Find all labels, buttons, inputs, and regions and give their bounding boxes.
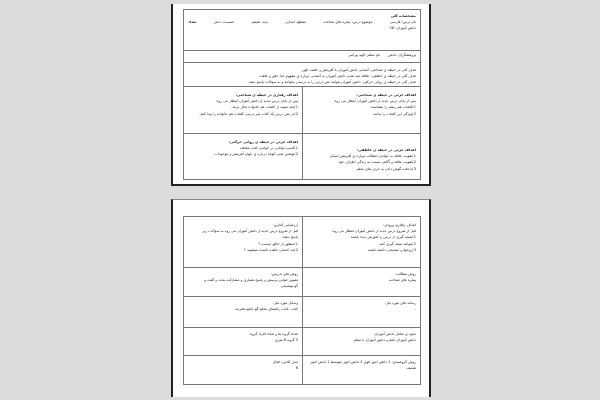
level: مقطع: ابتدایی [284, 20, 306, 25]
groups [184, 328, 302, 346]
entry-objectives [302, 219, 420, 256]
line: 2)نوشتن متنی کوتاه درباره ی جهان آفرینش و موجودات [214, 152, 298, 157]
topic: موضوع درس: پنجره های شناخت [323, 20, 373, 25]
cognitive-goals [302, 89, 420, 120]
section-title: روش های تدریس: [270, 272, 298, 276]
line: 6 [295, 366, 298, 371]
line: 2)چه کسانی خلقت نامیده میشوند ؟ [243, 247, 298, 252]
line: 1)منظور از خالق چیست ؟ [258, 241, 298, 246]
section-title: وسایل مورد نیاز: [272, 301, 298, 305]
line: - [414, 307, 416, 312]
gender: جنسیت: دختر [213, 20, 235, 25]
class-model [184, 356, 302, 374]
goal: هدف کلی در حیطه ی روانی حرکتی: دانش آموزان بتوانند متن درس را به درستی بخوانند و به سوالات پاسخ دهند. [247, 80, 416, 85]
general-goals [184, 64, 420, 89]
line: تصویر خوانی-پرسش و پاسخ-همیاری و مشارکت-بحث و گفت و [204, 278, 298, 283]
line: پنجره های شناخت [388, 278, 416, 283]
lesson-name: نام درس: فارسی [389, 20, 416, 25]
interaction [302, 328, 420, 346]
line: ضعیف [406, 366, 416, 371]
section-title: نحوه ی تعامل دانش آموزان: [373, 332, 416, 336]
researchers: پژوهشگران: دانش [388, 53, 416, 57]
line: دانش آموزان باهم و دانش آموزان با معلم [353, 338, 416, 343]
section-title: روش مطالب: [395, 272, 416, 276]
behavioral-goals [184, 89, 302, 120]
students: دانش آموزان: 28 [389, 26, 416, 31]
section-title: تعداد گروه ها و تعداد افراد گروه: [248, 332, 298, 336]
line: 3)با دقت گوش دادن به حرف های معلم [356, 166, 416, 171]
line: 3)روخوانی صحیحی داشته باشند [367, 247, 416, 252]
psychomotor-goals [184, 136, 302, 161]
section-title: ارزشیابی آغازین: [272, 223, 298, 227]
line: 2)در متن درس یک کتاب غیر درسی کلمات هم خانواده را پیدا کنند. [199, 111, 298, 116]
section-title: اهداف رفتاری ورودی: [383, 223, 416, 227]
count-label: تعداد [188, 20, 197, 25]
affective-goals [302, 144, 420, 175]
line: 2)تقویت علاقه و آگاهی نسبت به زندگی اطراف خود [338, 160, 416, 165]
line: 1)کسب توانایی در خواندن کتب مختلف [239, 146, 298, 151]
line: پس از پایان درس جدید از دانش آموزان انتظار می رود: [215, 99, 298, 104]
section-title: اهداف رفتاری در حیطه ی شناختی: [235, 93, 298, 97]
tools-needed [184, 297, 302, 315]
goal: هدف کلی در حیطه ی عاطفی: علاقه مند شدن دانش آموزان به آشنایی دوباره ی مفهوم خدا خلق و خلقت [259, 74, 416, 79]
line: 2)بتوانند نتیجه گیری کنند [379, 241, 416, 246]
line: پاسخ دهند: [281, 235, 298, 240]
line: 1)تقویت علاقه به خواندن مطالب دوباره ی آفرینش انسان [329, 154, 416, 159]
document-page-2 [171, 199, 431, 397]
document-page-1 [171, 4, 431, 186]
pretest [184, 219, 302, 256]
line: 5 گروه 6 نفری [275, 338, 298, 343]
line: 2)ویژگی این کلمات را بدانند. [372, 111, 416, 116]
media-needed [302, 297, 420, 315]
teacher-row [184, 50, 420, 60]
teacher-name: نام معلم: الهه پیرامی [348, 53, 381, 57]
line: روش گروهبندی: 1 دانش اموز قوی 2 دانش اموز متوسط 1 دانش اموز [310, 360, 416, 364]
line: گو-توضیحی. [279, 284, 298, 289]
grouping-method [302, 356, 420, 374]
section-title: رسانه های مورد نیاز: [384, 301, 416, 305]
section-title: مدل کلاس: فعال [272, 360, 298, 364]
teaching-methods [184, 268, 302, 293]
section-title: اهداف جزئی در حیطه ی عاطفی: [356, 148, 416, 152]
line: قبل از شروع درس جدید از دانش آموزان می رود به سوالات زیر [202, 229, 298, 234]
section-title: اهداف جزئی در حیطه ی روانی حرکتی: [228, 140, 298, 144]
general-info [184, 10, 420, 50]
line: 1)نتیجه گیری از درس را آموزش دیده باشند [350, 235, 416, 240]
general-title: مشخصات کلی [390, 14, 416, 18]
line: 1)چند نمونه از کلمات هم خانواده مثال بزنند. [231, 105, 298, 110]
grade: پایه: ششم [251, 20, 268, 25]
line: کتاب -کتاب راهنمای معلم-گچ-تابلو-دفترچه [235, 307, 298, 312]
lesson-plan-table-1 [183, 9, 421, 180]
goal: هدف کلی در حیطه ی شناختی: آشنایی دانش آموزان با آفرینش و خلقت الهی [301, 68, 416, 72]
line: پس از پایان درس جدید از دانش آموزان انتظار می رود: [333, 99, 416, 104]
line: 1)کلمات هم ریشه را بشناسند. [369, 105, 416, 110]
content-method [302, 268, 420, 286]
line: قبل از شروع درس جدید از دانش آموزان انتظار می رود: [331, 229, 416, 234]
lesson-plan-table-2 [183, 216, 421, 385]
section-title: اهداف جزئی در حیطه ی شناختی: [356, 93, 416, 97]
